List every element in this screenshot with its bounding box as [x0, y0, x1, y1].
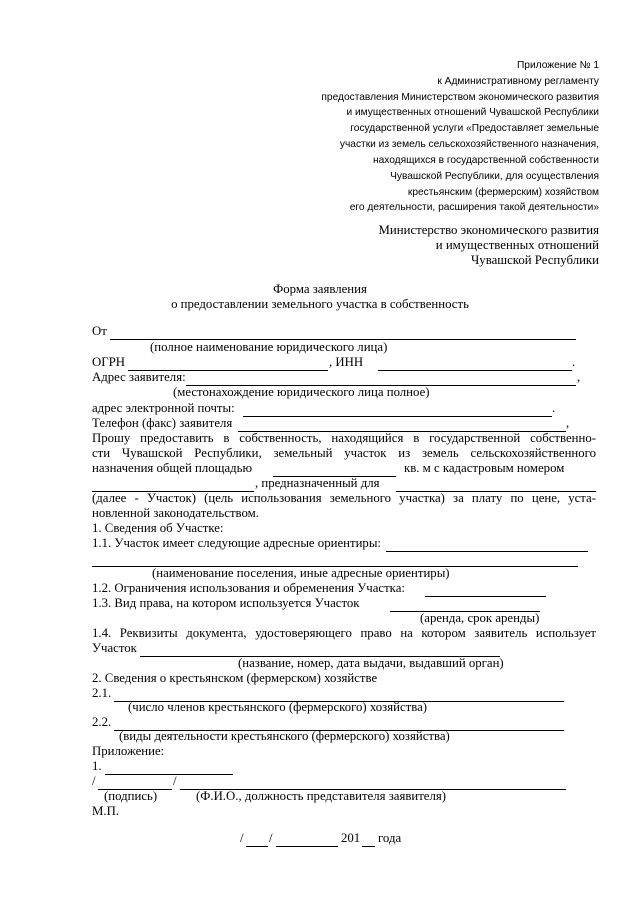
request-line: сти Чувашской Республики, земельный участок из земель сельскохозяйственного — [92, 446, 596, 460]
date-month-field[interactable] — [276, 832, 338, 847]
date-year-field[interactable] — [362, 832, 375, 847]
form-title: Форма заявления — [273, 282, 367, 296]
ogrn-field[interactable] — [128, 356, 328, 371]
address-field[interactable] — [186, 371, 576, 386]
attachment-title: Приложение: — [92, 744, 165, 758]
email-field[interactable] — [243, 402, 552, 417]
form-subtitle: о предоставлении земельного участка в собственность — [171, 297, 469, 311]
date-day-field[interactable] — [246, 832, 268, 847]
caption-1-1: (наименование поселения, иные адресные ориентиры) — [152, 566, 450, 580]
request-line: новленной законодательством. — [92, 506, 259, 520]
addressee-line: и имущественных отношений — [435, 238, 599, 252]
period: . — [572, 355, 576, 369]
caption-2-1: (число членов крестьянского (фермерского) хозяйства) — [128, 700, 428, 714]
date-year-prefix: 201 — [341, 831, 361, 845]
request-line: , предназначенный для — [255, 476, 380, 490]
address-caption: (местонахождение юридического лица полное) — [173, 385, 430, 399]
purpose-field[interactable] — [396, 477, 596, 492]
section2-title: 2. Сведения о крестьянском (фермерском) хозяйстве — [92, 671, 378, 685]
address-landmarks-field[interactable] — [386, 537, 588, 552]
right-type-field[interactable] — [390, 597, 540, 612]
item-1-4: 1.4. Реквизиты документа, удостоверяющего право на котором заявитель использует — [92, 626, 596, 640]
signature-field[interactable] — [98, 775, 172, 790]
stamp-label: М.П. — [92, 804, 120, 818]
document-field[interactable] — [140, 642, 500, 657]
from-caption: (полное наименование юридического лица) — [150, 340, 388, 354]
caption-2-2: (виды деятельности крестьянского (фермерского) хозяйства) — [119, 729, 450, 743]
appendix-line: находящихся в государственной собственности — [372, 155, 599, 166]
caption-1-4: (название, номер, дата выдачи, выдавший орган) — [238, 656, 504, 670]
signature-slash: / — [92, 774, 96, 788]
request-line: (далее - Участок) (цель использования земельного участка) за плату по цене, уста- — [92, 491, 596, 505]
appendix-line: крестьянским (фермерским) хозяйством — [407, 187, 599, 198]
appendix-line: участки из земель сельскохозяйственного назначения, — [339, 139, 599, 150]
comma: , — [577, 370, 581, 384]
caption-1-3: (аренда, срок аренды) — [420, 611, 540, 625]
request-line: назначения общей площадью — [92, 461, 253, 475]
phone-label: Телефон (факс) заявителя — [92, 416, 233, 430]
appendix-line: Приложение № 1 — [516, 60, 599, 71]
attachment-field[interactable] — [105, 760, 233, 775]
appendix-line: его деятельности, расширения такой деятельности» — [349, 202, 599, 213]
date-slash: / — [269, 831, 273, 845]
request-line: Прошу предоставить в собственность, находящийся в государственной собственно- — [92, 431, 596, 445]
item-2-2: 2.2. — [92, 715, 112, 729]
caption-sign: (подпись) — [104, 789, 158, 803]
item-1-4-cont: Участок — [92, 641, 137, 655]
representative-name-field[interactable] — [180, 775, 566, 790]
from-field[interactable] — [110, 325, 576, 340]
appendix-line: к Административному регламенту — [437, 76, 599, 87]
email-label: адрес электронной почты: — [92, 401, 235, 415]
date-slash: / — [240, 831, 244, 845]
appendix-line: государственной услуги «Предоставляет земельные — [350, 123, 599, 134]
appendix-line: предоставления Министерством экономического развития — [321, 92, 599, 103]
appendix-line: Чувашской Республики, для осуществления — [390, 171, 599, 182]
date-year-suffix: года — [378, 831, 402, 845]
item-1-2: 1.2. Ограничения использования и обременения Участка: — [92, 581, 405, 595]
addressee-line: Министерство экономического развития — [378, 223, 599, 237]
item-2-1: 2.1. — [92, 686, 112, 700]
restrictions-field[interactable] — [425, 582, 546, 597]
area-field[interactable] — [273, 462, 396, 477]
request-line: кв. м с кадастровым номером — [404, 461, 565, 475]
period: . — [552, 401, 556, 415]
address-landmarks-field-2[interactable] — [92, 552, 578, 567]
inn-label: , ИНН — [329, 355, 364, 369]
item-1-3: 1.3. Вид права, на котором используется Участок — [92, 596, 360, 610]
item-1-1: 1.1. Участок имеет следующие адресные ориентиры: — [92, 536, 381, 550]
appendix-line: и имущественных отношений Чувашской Республики — [346, 107, 599, 118]
phone-field[interactable] — [238, 417, 566, 432]
comma: , — [566, 416, 570, 430]
signature-slash: / — [173, 774, 177, 788]
inn-field[interactable] — [378, 356, 572, 371]
cadastral-field[interactable] — [92, 477, 254, 492]
from-label: От — [92, 324, 107, 338]
ogrn-label: ОГРН — [92, 355, 125, 369]
attachment-item: 1. — [92, 759, 102, 773]
caption-name: (Ф.И.О., должность представителя заявителя) — [196, 789, 447, 803]
address-label: Адрес заявителя: — [92, 370, 186, 384]
section1-title: 1. Сведения об Участке: — [92, 521, 224, 535]
addressee-line: Чувашской Республики — [470, 253, 599, 267]
